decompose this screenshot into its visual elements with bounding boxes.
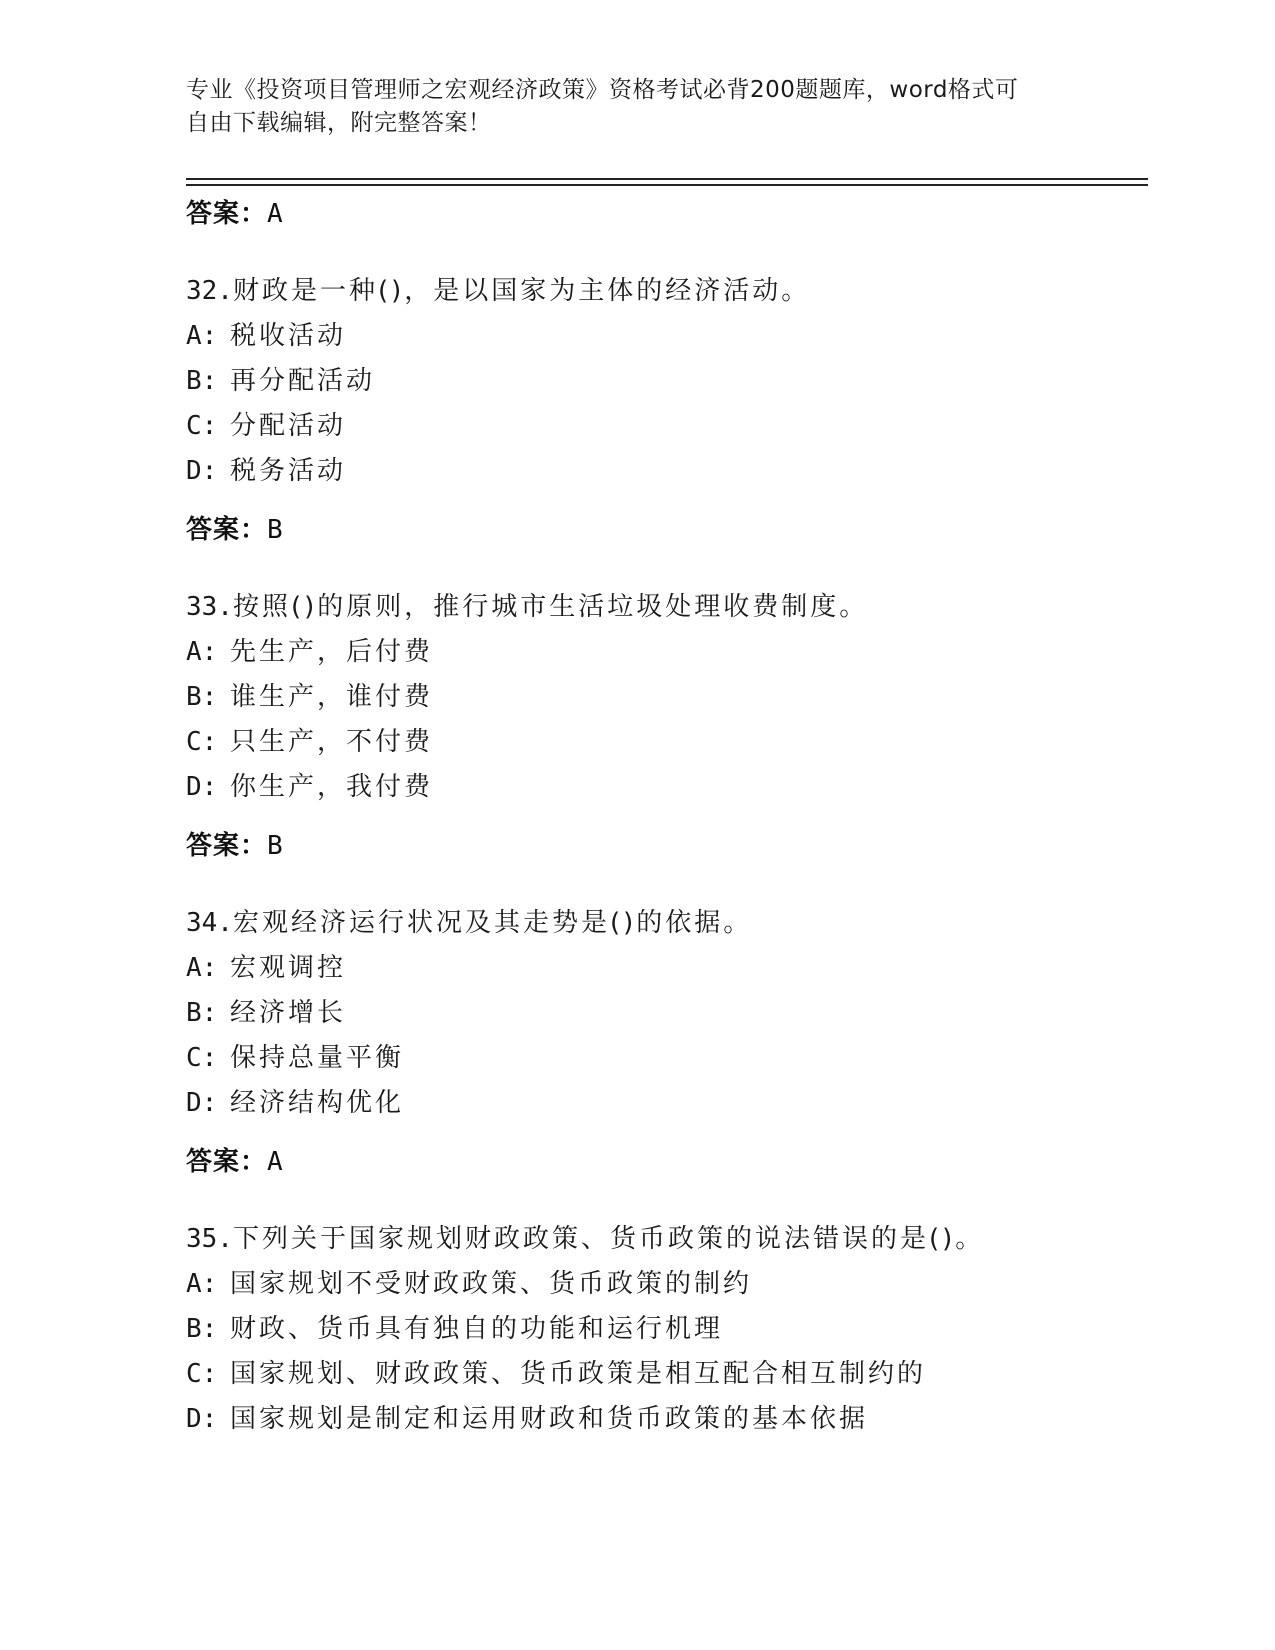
header-line-1: 专业《投资项目管理师之宏观经济政策》资格考试必背200题题库，word格式可: [186, 77, 1019, 103]
option-b: [186, 1307, 1186, 1352]
document-header: [186, 74, 1066, 140]
option-d: [186, 1397, 1186, 1442]
option-text: 先生产，后付费: [230, 637, 434, 667]
header-rule-top: [186, 178, 1148, 180]
answer-label: 答案：: [186, 515, 268, 545]
question-number: 34.: [186, 908, 233, 938]
question-number: 33.: [186, 592, 233, 622]
option-text: 谁生产，谁付费: [230, 682, 434, 712]
question-text: 按照()的原则，推行城市生活垃圾处理收费制度。: [232, 592, 869, 622]
question-text: 下列关于国家规划财政政策、货币政策的说法错误的是()。: [232, 1224, 985, 1254]
option-a: [186, 1262, 1186, 1307]
option-key: A:: [186, 1269, 218, 1299]
option-key: A:: [186, 953, 218, 983]
option-text: 只生产，不付费: [230, 727, 434, 757]
option-key: B:: [186, 1314, 218, 1344]
answer-value: B: [267, 831, 284, 861]
option-key: A:: [186, 321, 218, 351]
header-line-2: 自由下载编辑，附完整答案！: [186, 110, 492, 136]
option-d: [186, 765, 1186, 810]
option-text: 经济增长: [230, 998, 347, 1028]
option-text: 保持总量平衡: [230, 1043, 405, 1073]
answer-value: A: [267, 1147, 284, 1177]
option-key: D:: [186, 456, 218, 486]
option-text: 国家规划、财政政策、货币政策是相互配合相互制约的: [230, 1359, 927, 1389]
option-a: [186, 946, 1186, 991]
option-text: 国家规划不受财政政策、货币政策的制约: [230, 1269, 753, 1299]
option-b: [186, 675, 1186, 720]
answer-32: [186, 509, 284, 546]
question-32: [186, 269, 1186, 494]
option-key: C:: [186, 411, 218, 441]
option-key: B:: [186, 366, 218, 396]
option-b: [186, 359, 1186, 404]
option-text: 再分配活动: [230, 366, 376, 396]
option-key: D:: [186, 772, 218, 802]
option-text: 财政、货币具有独自的功能和运行机理: [230, 1314, 724, 1344]
option-key: C:: [186, 1043, 218, 1073]
option-key: D:: [186, 1404, 218, 1434]
answer-31: [186, 193, 284, 230]
question-stem: [186, 1217, 1186, 1262]
question-35: [186, 1217, 1186, 1442]
option-c: [186, 1036, 1186, 1081]
option-text: 你生产，我付费: [230, 772, 434, 802]
option-c: [186, 1352, 1186, 1397]
question-33: [186, 585, 1186, 810]
option-key: C:: [186, 727, 218, 757]
question-text: 宏观经济运行状况及其走势是()的依据。: [232, 908, 753, 938]
option-b: [186, 991, 1186, 1036]
option-key: B:: [186, 682, 218, 712]
option-a: [186, 314, 1186, 359]
question-number: 35.: [186, 1224, 233, 1254]
option-text: 宏观调控: [230, 953, 347, 983]
answer-34: [186, 1141, 284, 1178]
question-text: 财政是一种()，是以国家为主体的经济活动。: [232, 276, 811, 306]
option-text: 国家规划是制定和运用财政和货币政策的基本依据: [230, 1404, 869, 1434]
question-stem: [186, 585, 1186, 630]
option-text: 经济结构优化: [230, 1088, 405, 1118]
answer-label: 答案：: [186, 1147, 268, 1177]
option-a: [186, 630, 1186, 675]
answer-value: A: [267, 199, 284, 229]
question-stem: [186, 269, 1186, 314]
answer-value: B: [267, 515, 284, 545]
option-text: 税收活动: [230, 321, 347, 351]
option-text: 分配活动: [230, 411, 347, 441]
option-key: A:: [186, 637, 218, 667]
question-stem: [186, 901, 1186, 946]
option-text: 税务活动: [230, 456, 347, 486]
answer-label: 答案：: [186, 199, 268, 229]
option-c: [186, 404, 1186, 449]
option-c: [186, 720, 1186, 765]
option-d: [186, 1081, 1186, 1126]
option-key: D:: [186, 1088, 218, 1118]
answer-label: 答案：: [186, 831, 268, 861]
option-key: C:: [186, 1359, 218, 1389]
option-d: [186, 449, 1186, 494]
question-34: [186, 901, 1186, 1126]
answer-33: [186, 825, 284, 862]
option-key: B:: [186, 998, 218, 1028]
header-rule-bottom: [186, 184, 1148, 186]
question-number: 32.: [186, 276, 233, 306]
